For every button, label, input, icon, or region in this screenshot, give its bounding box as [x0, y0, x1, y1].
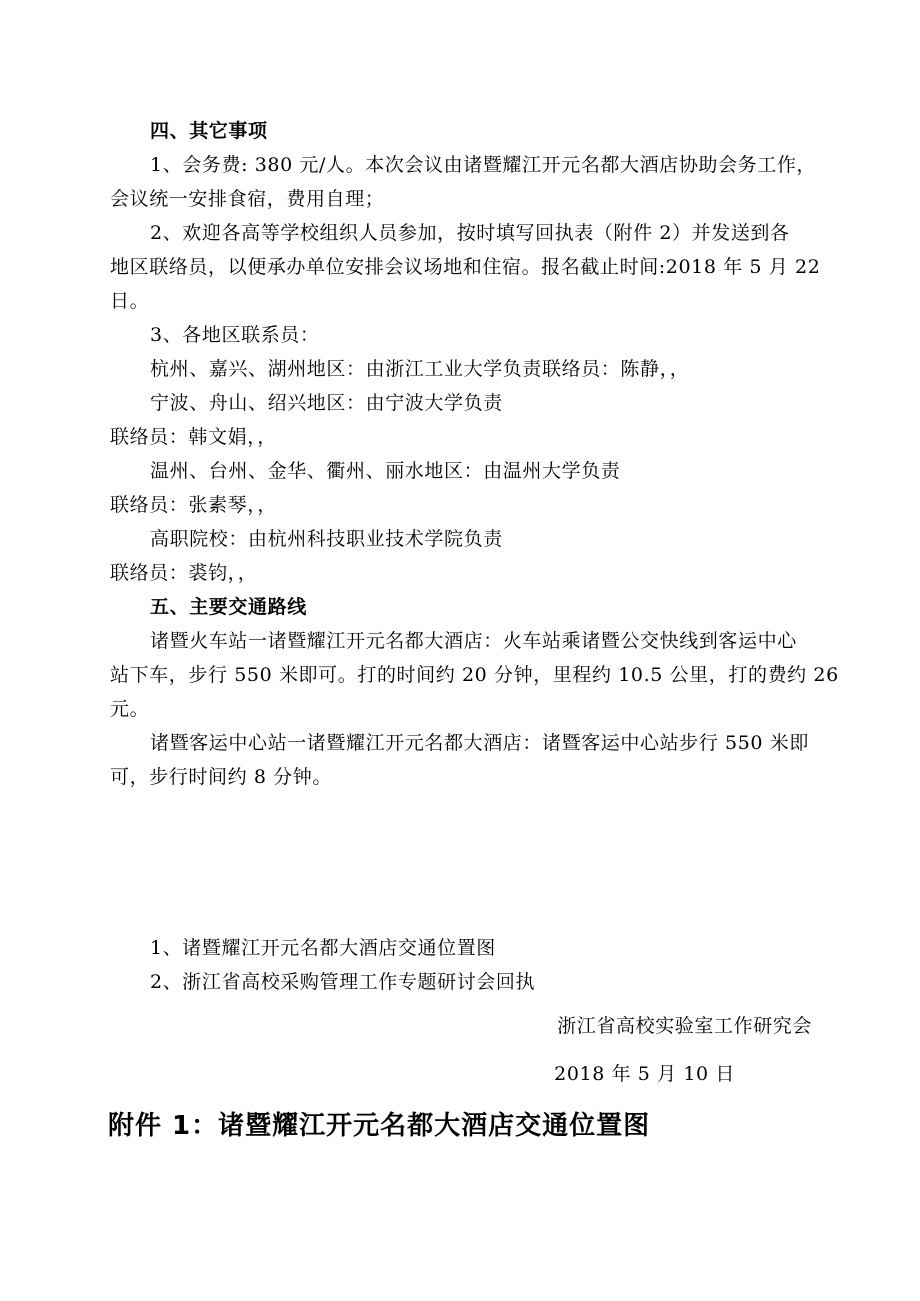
- contact-wenzhou: 温州、台州、金华、衢州、丽水地区：由温州大学负责: [150, 460, 621, 482]
- contact-wenzhou-person: 联络员：张素琴，，: [110, 494, 277, 516]
- route1-line-1: 诸暨火车站一诸暨耀江开元名都大酒店：火车站乘诸暨公交快线到客运中心: [150, 630, 797, 652]
- section5-heading: 五、主要交通路线: [150, 596, 307, 618]
- contact-vocational: 高职院校：由杭州科技职业技术学院负责: [150, 528, 503, 550]
- contact-hangzhou: 杭州、嘉兴、湖州地区：由浙江工业大学负责联络员：陈静，，: [150, 358, 690, 380]
- route1-line-3: 元。: [110, 698, 150, 720]
- registration-line-1: 2、欢迎各高等学校组织人员参加，按时填写回执表（附件 2）并发送到各: [150, 222, 790, 244]
- route2-line-1: 诸暨客运中心站一诸暨耀江开元名都大酒店：诸暨客运中心站步行 550 米即: [150, 732, 809, 754]
- registration-line-2: 地区联络员，以便承办单位安排会议场地和住宿。报名截止时间:2018 年 5 月 22: [110, 256, 821, 278]
- contacts-heading: 3、各地区联系员：: [150, 324, 320, 346]
- section4-heading: 四、其它事项: [150, 120, 268, 142]
- attachment-item-2: 2、浙江省高校采购管理工作专题研讨会回执: [150, 971, 536, 993]
- signature-org: 浙江省高校实验室工作研究会: [557, 1015, 812, 1037]
- attachment-item-1: 1、诸暨耀江开元名都大酒店交通位置图: [150, 937, 496, 959]
- contact-ningbo-person: 联络员：韩文娟，，: [110, 426, 277, 448]
- registration-line-3: 日。: [110, 290, 150, 312]
- contact-ningbo: 宁波、舟山、绍兴地区：由宁波大学负责: [150, 392, 503, 414]
- route2-line-2: 可，步行时间约 8 分钟。: [110, 766, 332, 788]
- signature-date: 2018 年 5 月 10 日: [554, 1063, 735, 1085]
- fee-line-1: 1、会务费: 380 元/人。本次会议由诸暨耀江开元名都大酒店协助会务工作，: [150, 154, 817, 176]
- contact-vocational-person: 联络员：裘钧，，: [110, 562, 258, 584]
- appendix-title: 附件 1：诸暨耀江开元名都大酒店交通位置图: [108, 1111, 651, 1141]
- route1-line-2: 站下车，步行 550 米即可。打的时间约 20 分钟，里程约 10.5 公里，打的费约 26: [110, 664, 839, 686]
- fee-line-2: 会议统一安排食宿，费用自理；: [110, 188, 385, 210]
